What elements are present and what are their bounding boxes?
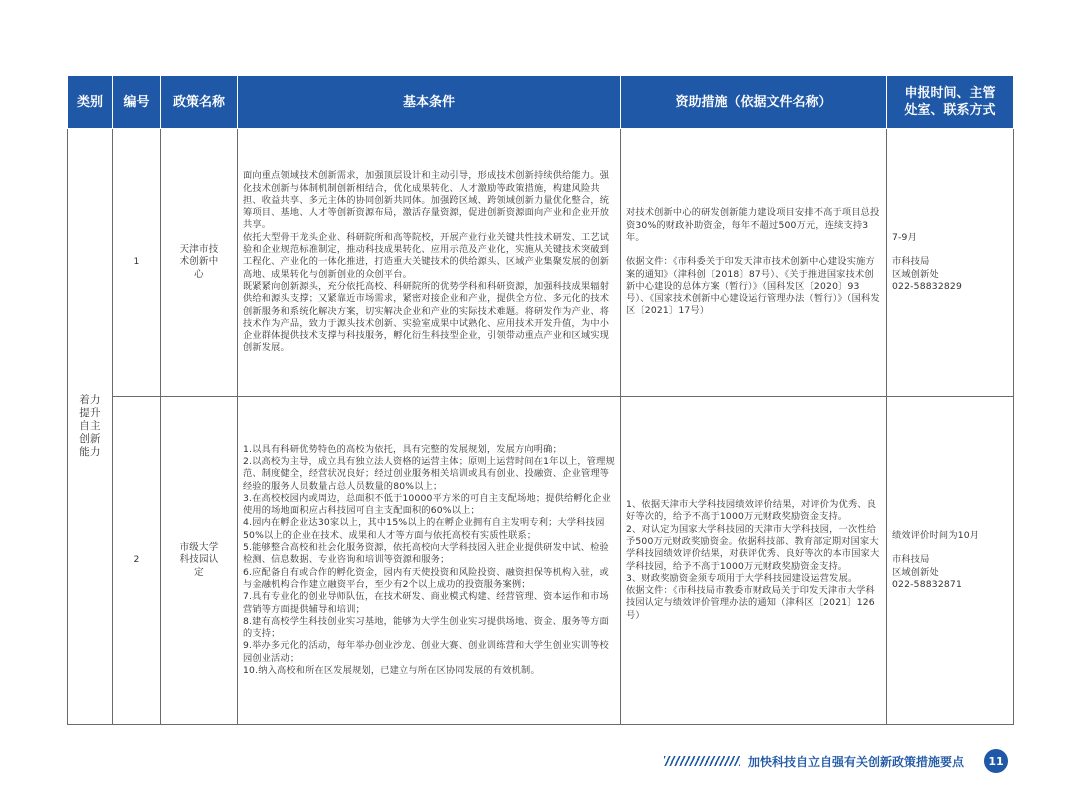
policy-table bbox=[67, 75, 1014, 725]
contact-time: 绩效评价时间为10月 bbox=[892, 529, 980, 541]
header-contact-line2: 处室、联系方式 bbox=[904, 103, 996, 118]
header-conditions: 基本条件 bbox=[238, 76, 621, 129]
row-number: 2 bbox=[113, 397, 161, 725]
policy-name: 天津市技术创新中心 bbox=[179, 243, 219, 280]
condition-item: 10.纳入高校和所在区发展规划，已建立与所在区协同发展的有效机制。 bbox=[243, 665, 540, 677]
condition-item: 4.园内在孵企业达30家以上，其中15%以上的在孵企业拥有自主发明专利；大学科技园50%以上的企业在技术、成果和人才等方面与依托高校有实质性联系； bbox=[243, 517, 605, 541]
support-item: 2、对认定为国家大学科技园的天津市大学科技园，一次性给予500万元财政奖励资金。依据科技部、教育部定期对国家大学科技园绩效评价结果，对获评优秀、良好等次的本市国家大学科技园，给予不高于1000万元财政奖励资金支持。 bbox=[626, 523, 880, 572]
support-item: 1、依据天津市大学科技园绩效评价结果，对评价为优秀、良好等次的，给予不高于1000万元财政奖励资金支持。 bbox=[626, 499, 877, 523]
header-contact-line1: 申报时间、主管 bbox=[904, 86, 996, 101]
contact-time: 7-9月 bbox=[892, 231, 917, 243]
footer-title: 加快科技自立自强有关创新政策措施要点 bbox=[748, 755, 965, 769]
contact-dept: 市科技局 bbox=[892, 554, 930, 566]
policy-name-cell bbox=[161, 397, 238, 725]
condition-item: 6.应配备自有或合作的孵化资金，园内有天使投资和风险投资、融资担保等机构入驻，或与金融机构合作建立融资平台，至少有2个以上成功的投资服务案例； bbox=[243, 566, 609, 590]
contact-division: 区域创新处 bbox=[892, 268, 939, 280]
footer-stripes-decoration bbox=[664, 756, 740, 766]
header-number: 编号 bbox=[113, 76, 161, 129]
condition-item: 9.举办多元化的活动，每年举办创业沙龙、创业大赛、创业训练营和大学生创业实训等校园创业活动； bbox=[243, 640, 609, 664]
condition-item: 3.在高校校园内或周边，总面积不低于10000平方米的可自主支配场地；提供给孵化企业使用的场地面积应占科技园可自主支配面积的60%以上； bbox=[243, 492, 611, 517]
category-label: 着力提升自主创新能力 bbox=[79, 393, 101, 458]
table-row bbox=[68, 129, 1014, 397]
row-number: 1 bbox=[113, 129, 161, 397]
support-cell bbox=[621, 129, 887, 397]
contact-cell bbox=[887, 397, 1014, 725]
condition-item: 1.以具有科研优势特色的高校为依托，具有完整的发展规划，发展方向明确； bbox=[243, 443, 562, 455]
table-header-row bbox=[68, 76, 1014, 129]
contact-dept: 市科技局 bbox=[892, 256, 930, 268]
support-item: 3、财政奖励资金须专项用于大学科技园建设运营发展。 bbox=[626, 572, 858, 584]
policy-name: 市级大学科技园认定 bbox=[179, 541, 219, 578]
conditions-cell bbox=[238, 129, 621, 397]
contact-cell bbox=[887, 129, 1014, 397]
header-support: 资助措施（依据文件名称） bbox=[621, 76, 887, 129]
contact-phone: 022-58832871 bbox=[892, 578, 963, 590]
contact-phone: 022-58832829 bbox=[892, 280, 963, 292]
page-number-badge: 11 bbox=[984, 749, 1008, 773]
support-text: 对技术创新中心的研发创新能力建设项目安排不高于项目总投资30%的财政补助资金，每年不超过500万元，连续支持3年。 bbox=[626, 207, 880, 243]
support-basis: 依据文件：《市科技局市教委市财政局关于印发天津市大学科技园认定与绩效评价管理办法的通知（津科区〔2021〕126号） bbox=[626, 585, 875, 621]
conditions-text: 面向重点领域技术创新需求，加强顶层设计和主动引导，形成技术创新持续供给能力。强化技术创新与体制机制创新相结合，优化成果转化、人才激励等政策措施，构建风险共担、收益共享、多元主体的协同创新共同体。加强跨区域、跨领域创新力量优化整合，统筹项目、基地、人才等创新资源布局，激活存量资源，促进创新资源面向产业和企业开放共享。 依托大型骨干龙头企业、科研院所和高等院校，开展产业行业关键共性技术研发、工艺试验和企业规范标准制定，推动科技成果转化、应用示范及产业化，实施从关键技术突破到工程化、产业化的一体化推进，打造重大关键技术的供给源头、区域产业集聚发展的创新高地、成果转化与创新创业的众创平台。 既紧紧向创新源头，充分依托高校、科研院所的优势学科和科研资源，加强科技成果辐射供给和源头支撑；又紧靠近市场需求，紧密对接企业和产业，提供全方位、多元化的技术创新服务和系统化解决方案，切实解决企业和产业的实际技术难题。将研发作为产业、将技术作为产品，致力于源头技术创新、实验室成果中试熟化、应用技术开发升值，为中小企业群体提供技术支撑与科技服务，孵化衍生科技型企业，引领带动重点产业和区域实现创新发展。 bbox=[243, 170, 610, 354]
header-category: 类别 bbox=[68, 76, 113, 129]
policy-name-cell bbox=[161, 129, 238, 397]
condition-item: 7.具有专业化的创业导师队伍，在技术研发、商业模式构建、经营管理、资本运作和市场营销等方面提供辅导和培训； bbox=[243, 591, 609, 615]
condition-item: 2.以高校为主导，成立具有独立法人资格的运营主体；原则上运营时间在1年以上，管理规范、制度健全，经营状况良好；经过创业服务相关培训或具有创业、投融资、企业管理等经验的服务人员数量占总人员数量的80%以上； bbox=[243, 455, 615, 492]
condition-item: 8.建有高校学生科技创业实习基地，能够为大学生创业实习提供场地、资金、服务等方面的支持； bbox=[243, 615, 609, 640]
condition-item: 5.能够整合高校和社会化服务资源，依托高校向大学科技园入驻企业提供研发中试、检验检测、信息数据、专业咨询和培训等资源和服务； bbox=[243, 542, 609, 566]
category-cell bbox=[68, 129, 113, 725]
table-row bbox=[68, 397, 1014, 725]
contact-division: 区域创新处 bbox=[892, 566, 939, 578]
support-basis: 依据文件：《市科委关于印发天津市技术创新中心建设实施方案的通知》（津科创〔2018〕87号）、《关于推进国家技术创新中心建设的总体方案（暂行）》（国科发区〔2020〕93号）、《国家技术创新中心建设运行管理办法（暂行）》（国科发区〔2021〕17号） bbox=[626, 256, 880, 317]
conditions-cell bbox=[238, 397, 621, 725]
header-contact bbox=[887, 76, 1014, 129]
support-cell bbox=[621, 397, 887, 725]
header-policy-name: 政策名称 bbox=[161, 76, 238, 129]
